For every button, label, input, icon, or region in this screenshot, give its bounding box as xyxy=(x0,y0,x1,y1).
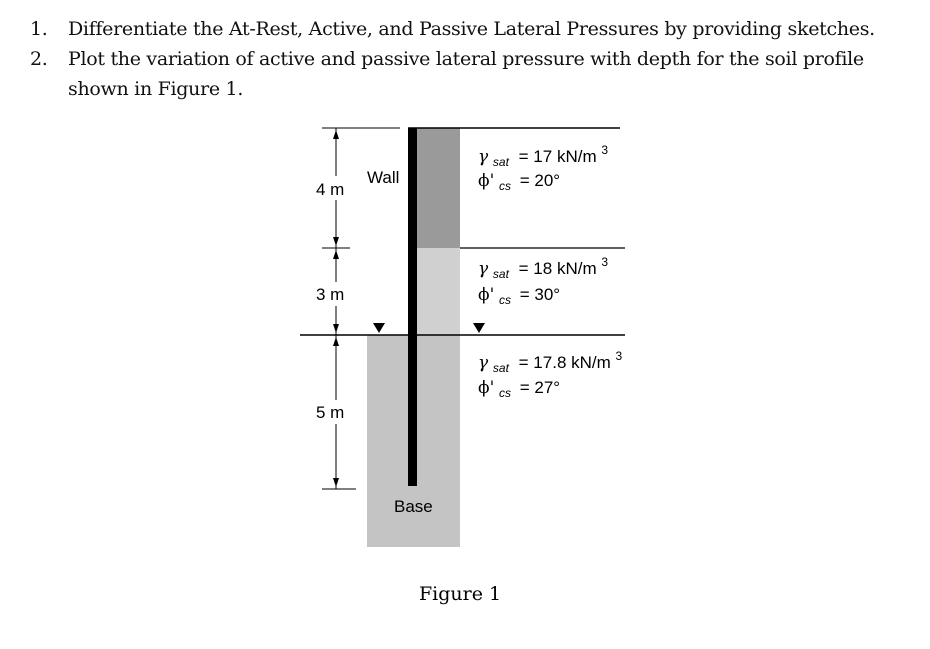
question-text: Plot the variation of active and passive lateral pressure with depth for the soil profile shown in Figure 1. xyxy=(68,48,864,100)
cs-subscript: cs xyxy=(499,179,511,193)
arrow-down-icon xyxy=(333,478,339,487)
question-number: 1. xyxy=(30,18,48,40)
svg-text:ϕ' cs = 30° xyxy=(478,285,560,308)
retaining-wall xyxy=(408,128,417,486)
svg-text:γ sat = 17 kN/m xyxy=(478,143,608,170)
layer-1-properties xyxy=(478,143,608,194)
arrow-down-icon xyxy=(333,324,339,333)
friction-angle-value: = 27° xyxy=(519,378,561,397)
figure-caption: Figure 1 xyxy=(419,583,502,605)
gamma-symbol: γ xyxy=(478,259,489,279)
sat-subscript: sat xyxy=(492,155,509,169)
phi-symbol: ϕ' xyxy=(478,171,495,191)
arrow-up-icon xyxy=(333,130,339,139)
gamma-symbol: γ xyxy=(478,353,489,373)
arrow-up-icon xyxy=(333,337,339,346)
cs-subscript: cs xyxy=(499,293,511,307)
base-label: Base xyxy=(394,497,433,516)
water-table-icon xyxy=(473,323,485,333)
friction-angle-value: = 30° xyxy=(519,285,561,304)
phi-symbol: ϕ' xyxy=(478,285,495,305)
cube-superscript: 3 xyxy=(615,349,623,363)
phi-symbol: ϕ' xyxy=(478,378,495,398)
question-text: Differentiate the At-Rest, Active, and Passive Lateral Pressures by providing sketches. xyxy=(68,18,875,40)
cube-superscript: 3 xyxy=(601,143,609,157)
dimension-label-4m: 4 m xyxy=(316,180,345,199)
svg-text:γ sat = 18 kN/m xyxy=(478,255,608,282)
sat-subscript: sat xyxy=(492,267,509,281)
gamma-symbol: γ xyxy=(478,147,489,167)
svg-text:ϕ' cs = 20° xyxy=(478,171,560,194)
question-number: 2. xyxy=(30,48,48,70)
cube-superscript: 3 xyxy=(601,255,609,269)
cs-subscript: cs xyxy=(499,386,511,400)
arrow-down-icon xyxy=(333,237,339,246)
arrow-up-icon xyxy=(333,250,339,259)
water-table-icon xyxy=(373,323,385,333)
unit-weight-value: = 18 kN/m xyxy=(518,259,597,278)
unit-weight-value: = 17 kN/m xyxy=(518,147,597,166)
unit-weight-value: = 17.8 kN/m xyxy=(518,353,611,372)
soil-layer-1 xyxy=(416,128,460,248)
layer-2-properties xyxy=(478,255,608,308)
layer-3-properties xyxy=(478,349,623,401)
dimension-label-3m: 3 m xyxy=(316,285,345,304)
friction-angle-value: = 20° xyxy=(519,171,561,190)
dimension-label-5m: 5 m xyxy=(316,403,345,422)
sat-subscript: sat xyxy=(492,361,509,375)
wall-label: Wall xyxy=(367,168,400,187)
soil-layer-2 xyxy=(416,248,460,335)
svg-text:γ sat = 17.8 kN/m xyxy=(478,349,623,376)
svg-text:ϕ' cs = 27° xyxy=(478,378,560,401)
